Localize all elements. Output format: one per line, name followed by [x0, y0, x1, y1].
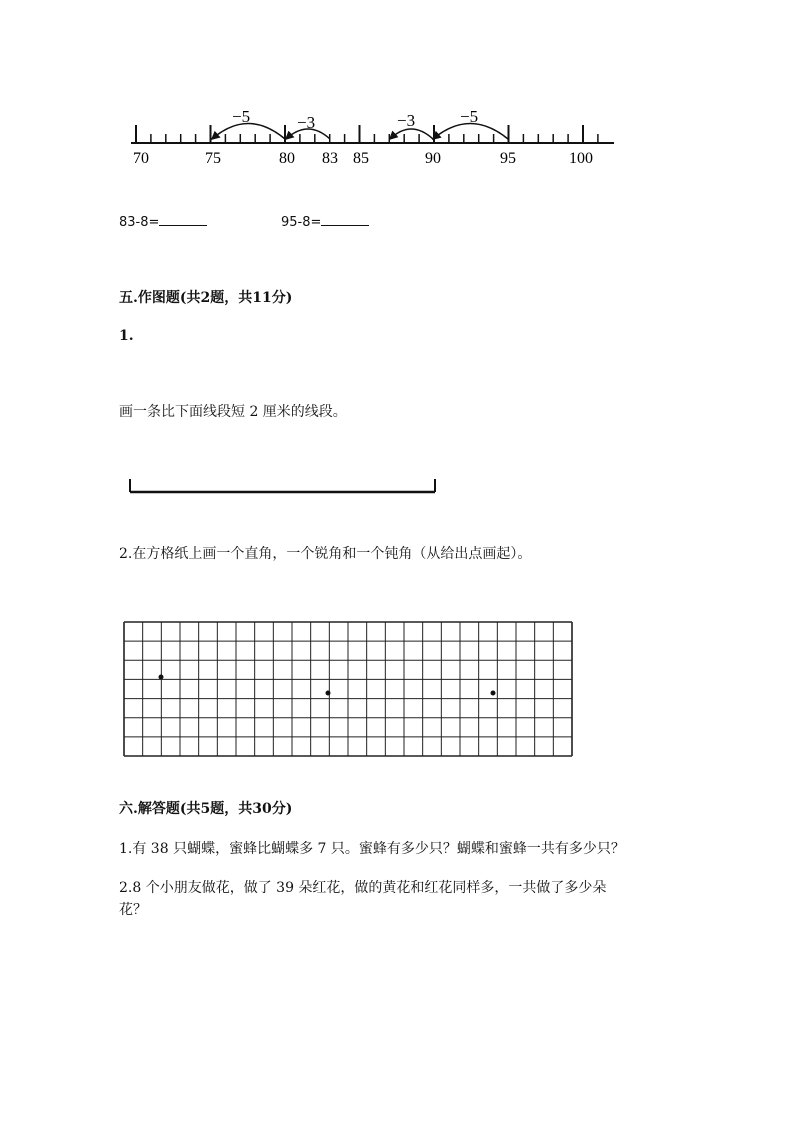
answer-blank-2[interactable]	[321, 213, 369, 226]
section-6-title: 六.解答题(共5题，共30分)	[119, 801, 293, 817]
start-point	[491, 691, 496, 696]
tick-label: 100	[569, 150, 593, 167]
section-6-q1-text: 1.有 38 只蝴蝶，蜜蜂比蝴蝶多 7 只。蜜蜂有多少只？蝴蝶和蜜蜂一共有多少只？	[119, 841, 625, 857]
tick-label: 83	[322, 150, 338, 167]
section-6-q2-line1: 2.8 个小朋友做花，做了 39 朵红花，做的黄花和红花同样多，一共做了多少朵	[119, 880, 607, 896]
start-point	[326, 691, 331, 696]
tick-label: 85	[353, 150, 369, 167]
expr-1: 83-8=	[119, 215, 160, 230]
exercise-2	[281, 213, 369, 230]
jump-label: −3	[297, 113, 316, 132]
number-line-figure	[0, 0, 794, 180]
tick-label: 75	[205, 150, 221, 167]
start-point	[159, 675, 164, 680]
section-5-q1-text: 画一条比下面线段短 2 厘米的线段。	[119, 404, 347, 420]
jump-label: −5	[460, 107, 479, 126]
jump-label: −5	[232, 107, 251, 126]
section-5-q2-text: 2.在方格纸上画一个直角，一个锐角和一个钝角（从给出点画起）。	[119, 546, 532, 562]
answer-blank-1[interactable]	[159, 213, 207, 226]
tick-label: 90	[425, 150, 441, 167]
tick-label: 95	[500, 150, 516, 167]
section-5-title: 五.作图题(共2题，共11分)	[119, 290, 293, 306]
section-5-q1-number: 1.	[119, 328, 134, 344]
reference-segment	[125, 476, 445, 498]
tick-label: 80	[279, 150, 295, 167]
expr-2: 95-8=	[281, 215, 322, 230]
tick-label: 70	[133, 150, 149, 167]
jump-arc	[390, 129, 433, 139]
section-6-q2-line2: 花？	[119, 902, 147, 918]
number-line-ticks	[136, 125, 598, 143]
exercise-1	[119, 213, 207, 230]
jump-label: −3	[397, 111, 416, 130]
grid-lines	[124, 622, 572, 756]
grid-paper[interactable]	[118, 616, 576, 762]
